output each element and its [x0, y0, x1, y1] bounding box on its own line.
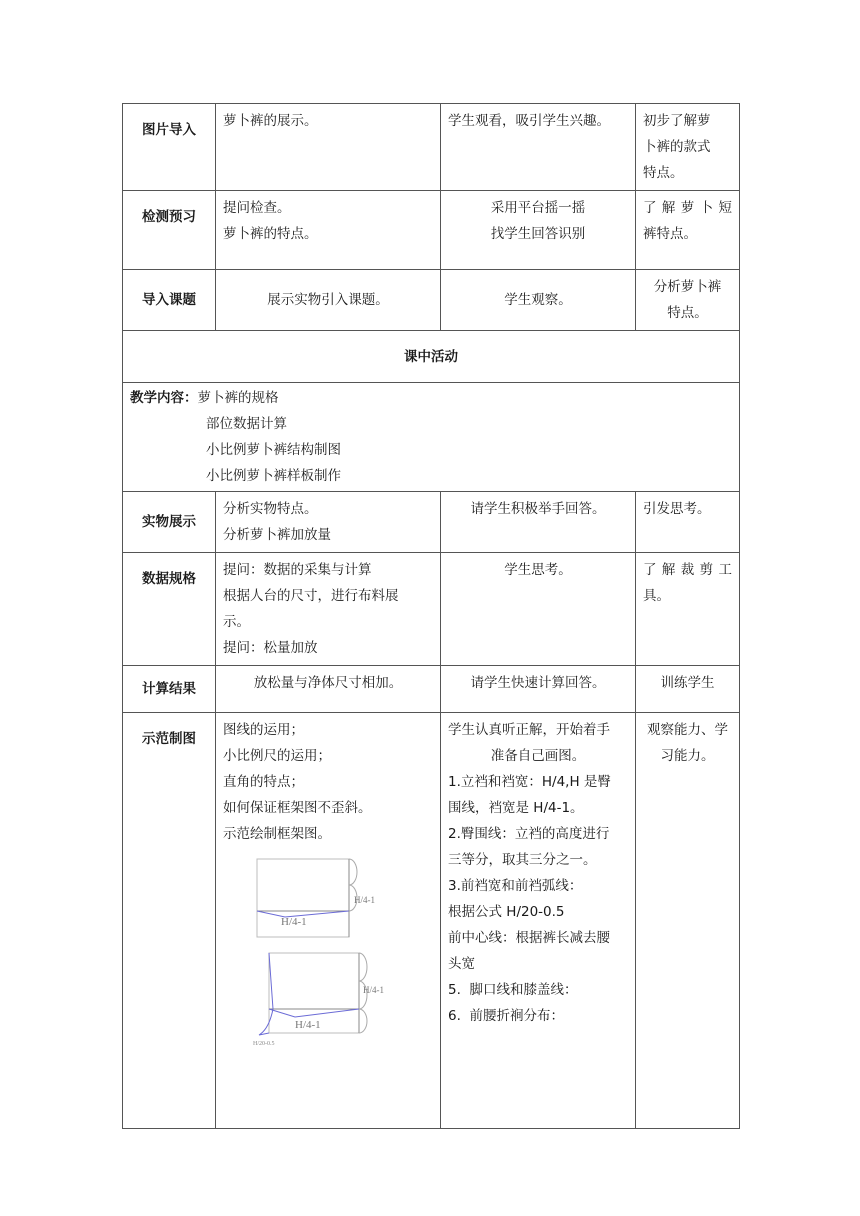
teacher-cell: [216, 270, 441, 331]
student-cell: [441, 270, 636, 331]
row-calc-result: [123, 666, 740, 713]
teacher-cell: [216, 553, 441, 666]
row-label: 计算结果: [123, 666, 216, 713]
student-cell: [441, 104, 636, 191]
text-line: 围线，裆宽是 H/4-1。: [448, 800, 584, 816]
student-cell: [441, 666, 636, 713]
text-line: 2.臀围线：立裆的高度进行: [448, 826, 610, 842]
text-line: 前中心线：根据裤长减去腰: [448, 930, 610, 946]
text-line: 示范绘制框架图。: [223, 826, 331, 842]
content-item: 萝卜裤的规格: [197, 390, 279, 406]
row-label: 图片导入: [123, 104, 216, 191]
text-line: 观察能力、学: [647, 722, 728, 738]
row-label: 导入课题: [123, 270, 216, 331]
row-picture-intro: [123, 104, 740, 191]
sketch-label: H/4-1: [354, 895, 375, 905]
sketch-label: H/4-1: [281, 916, 307, 928]
purpose-cell: [636, 270, 740, 331]
teacher-cell: [216, 104, 441, 191]
text-line: 根据人台的尺寸，进行布料展: [223, 588, 399, 604]
text-line: 6. 前腰折裥分布：: [448, 1008, 564, 1024]
text-line: 提问检查。: [223, 200, 291, 216]
text-line: 特点。: [643, 165, 684, 181]
content-first-line: [130, 385, 732, 411]
teacher-cell: [216, 492, 441, 553]
student-cell: [441, 492, 636, 553]
student-cell: [441, 553, 636, 666]
text-line: 裤特点。: [643, 226, 697, 242]
text-line: 采用平台摇一摇: [490, 200, 586, 216]
text-line: 引发思考。: [643, 501, 711, 517]
text-line: 萝卜裤的展示。: [223, 113, 318, 129]
text-line: 具。: [643, 588, 670, 604]
content-item: 小比例萝卜裤结构制图: [206, 442, 341, 458]
row-preview-check: [123, 191, 740, 270]
purpose-cell: [636, 104, 740, 191]
frame-sketch-1: [223, 853, 433, 943]
purpose-cell: [636, 191, 740, 270]
text-line: 学生观察。: [504, 292, 572, 308]
text-line: 训练学生: [660, 675, 715, 691]
text-line: 分析实物特点。: [223, 501, 318, 517]
text-line: 萝卜裤的特点。: [223, 226, 318, 242]
text-line: 示。: [223, 614, 250, 630]
text-line: 卜裤的款式: [643, 139, 711, 155]
text-line: 头宽: [448, 956, 475, 972]
row-label: 示范制图: [123, 713, 216, 1129]
content-item: 部位数据计算: [206, 416, 287, 432]
text-line: 3.前裆宽和前裆弧线：: [448, 878, 583, 894]
content-item: 小比例萝卜裤样板制作: [206, 468, 341, 484]
text-line: 1.立裆和裆宽：H/4,H 是臀: [448, 774, 611, 790]
text-line: 学生思考。: [504, 562, 572, 578]
student-cell: [441, 713, 636, 1129]
text-line: 提问：松量加放: [223, 640, 318, 656]
text-line: 小比例尺的运用；: [223, 748, 331, 764]
text-line: 分析萝卜裤: [653, 279, 722, 295]
row-intro-topic: [123, 270, 740, 331]
text-line: 了解萝卜短: [643, 200, 732, 216]
text-line: 找学生回答识别: [490, 226, 586, 242]
row-section-heading: [123, 331, 740, 383]
text-line: 图线的运用；: [223, 722, 304, 738]
text-line: 三等分，取其三分之一。: [448, 852, 597, 868]
row-physical-display: [123, 492, 740, 553]
row-demo-drafting: [123, 713, 740, 1129]
lesson-table: [122, 103, 740, 1129]
row-label: 检测预习: [123, 191, 216, 270]
purpose-cell: [636, 492, 740, 553]
text-line: 如何保证框架图不歪斜。: [223, 800, 372, 816]
text-line: 学生认真听正解，开始着手: [448, 722, 610, 738]
teacher-cell: [216, 191, 441, 270]
row-label: 实物展示: [123, 492, 216, 553]
text-line: 分析萝卜裤加放量: [223, 527, 331, 543]
row-teaching-content: [123, 383, 740, 492]
sketch-label: H/4-1: [295, 1019, 321, 1031]
text-line: 展示实物引入课题。: [267, 292, 389, 308]
text-line: 习能力。: [660, 748, 715, 764]
text-line: 提问：数据的采集与计算: [223, 562, 372, 578]
text-line: 请学生快速计算回答。: [470, 675, 606, 691]
teacher-cell: [216, 713, 441, 1129]
row-label: 数据规格: [123, 553, 216, 666]
text-line: 了解裁剪工: [643, 562, 732, 578]
content-label: 教学内容：: [130, 390, 198, 406]
text-line: 5. 脚口线和膝盖线：: [448, 982, 578, 998]
text-line: 准备自己画图。: [490, 748, 586, 764]
sketch-label: H/20-0.5: [253, 1041, 275, 1047]
text-line: 直角的特点；: [223, 774, 304, 790]
frame-sketch-2: [223, 949, 433, 1049]
row-data-spec: [123, 553, 740, 666]
text-line: 特点。: [667, 305, 708, 321]
purpose-cell: [636, 666, 740, 713]
content-cell: [123, 383, 740, 492]
teacher-cell: [216, 666, 441, 713]
student-cell: [441, 191, 636, 270]
text-line: 学生观看，吸引学生兴趣。: [448, 113, 610, 129]
text-line: 根据公式 H/20-0.5: [448, 904, 565, 920]
text-line: 初步了解萝: [643, 113, 711, 129]
purpose-cell: [636, 713, 740, 1129]
purpose-cell: [636, 553, 740, 666]
text-line: 请学生积极举手回答。: [470, 501, 606, 517]
lesson-plan-page: [122, 103, 739, 1129]
text-line: 放松量与净体尺寸相加。: [253, 675, 403, 691]
section-title: 课中活动: [123, 331, 740, 383]
sketch-label: H/4-1: [363, 985, 384, 995]
